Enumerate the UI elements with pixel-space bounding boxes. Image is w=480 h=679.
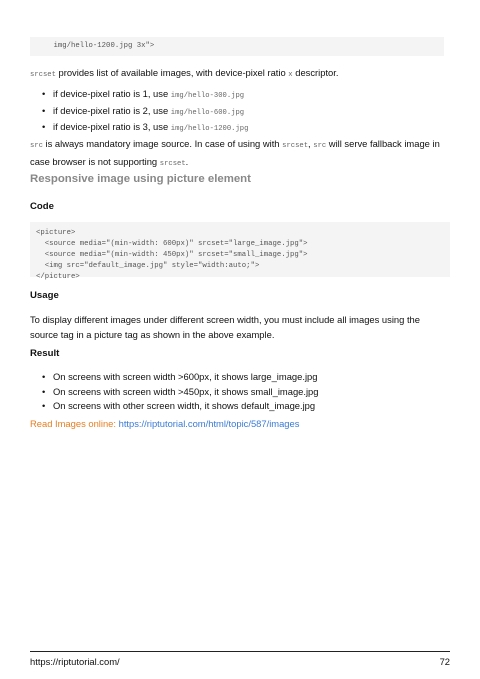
read-online-note xyxy=(30,418,299,429)
footer-url: https://riptutorial.com/ xyxy=(30,656,120,667)
footer-divider xyxy=(30,651,450,652)
read-online-label: Read Images online: xyxy=(30,418,119,429)
code-line: <img src="default_image.jpg" style="width:auto;"> xyxy=(36,262,260,270)
inline-code-src: src xyxy=(30,142,43,150)
inline-code-srcset: srcset xyxy=(30,71,56,79)
code-line: img/hello-1200.jpg 3x"> xyxy=(36,42,155,50)
result-bullet-list xyxy=(30,370,450,414)
src-paragraph: src is always mandatory image source. In case of using with srcset, src will serve fallback image in case browser is not supporting srcset. xyxy=(30,138,440,168)
list-item: • if device-pixel ratio is 3, use img/hello-1200.jpg xyxy=(30,120,450,137)
code-line: <source media="(min-width: 450px)" srcset="small_image.jpg"> xyxy=(36,251,308,259)
page-number: 72 xyxy=(439,656,450,667)
inline-code-src: src xyxy=(313,142,327,150)
picture-code-block xyxy=(30,222,450,281)
section-heading: Responsive image using picture element xyxy=(30,173,251,185)
list-item: • if device-pixel ratio is 2, use img/hello-600.jpg xyxy=(30,104,450,121)
srcset-paragraph xyxy=(30,65,450,83)
inline-code-srcset: srcset xyxy=(282,142,309,150)
list-item: • if device-pixel ratio is 1, use img/hello-300.jpg xyxy=(30,87,450,104)
paragraph-text: descriptor. xyxy=(292,67,339,78)
code-block-continuation xyxy=(30,37,444,56)
code-line: </picture> xyxy=(36,273,80,281)
usage-paragraph: To display different images under different screen width, you must include all images using the source tag in a picture tag as shown in the above example. xyxy=(30,314,420,340)
code-heading: Code xyxy=(30,201,54,212)
inline-code-srcset: srcset xyxy=(159,160,186,168)
read-online-link[interactable]: https://riptutorial.com/html/topic/587/images xyxy=(118,418,300,429)
inline-code-x: x xyxy=(288,71,293,79)
list-item: • On screens with screen width >600px, it shows large_image.jpg xyxy=(30,370,450,385)
usage-heading: Usage xyxy=(30,290,59,301)
code-line: <source media="(min-width: 600px)" srcset="large_image.jpg"> xyxy=(36,240,308,248)
paragraph-text: provides list of available images, with device-pixel ratio xyxy=(55,67,289,78)
list-item: • On screens with other screen width, it shows default_image.jpg xyxy=(30,399,450,414)
ratio-bullet-list xyxy=(30,87,450,137)
result-heading: Result xyxy=(30,348,60,359)
code-line: <picture> xyxy=(36,229,76,237)
list-item: • On screens with screen width >450px, it shows small_image.jpg xyxy=(30,385,450,400)
